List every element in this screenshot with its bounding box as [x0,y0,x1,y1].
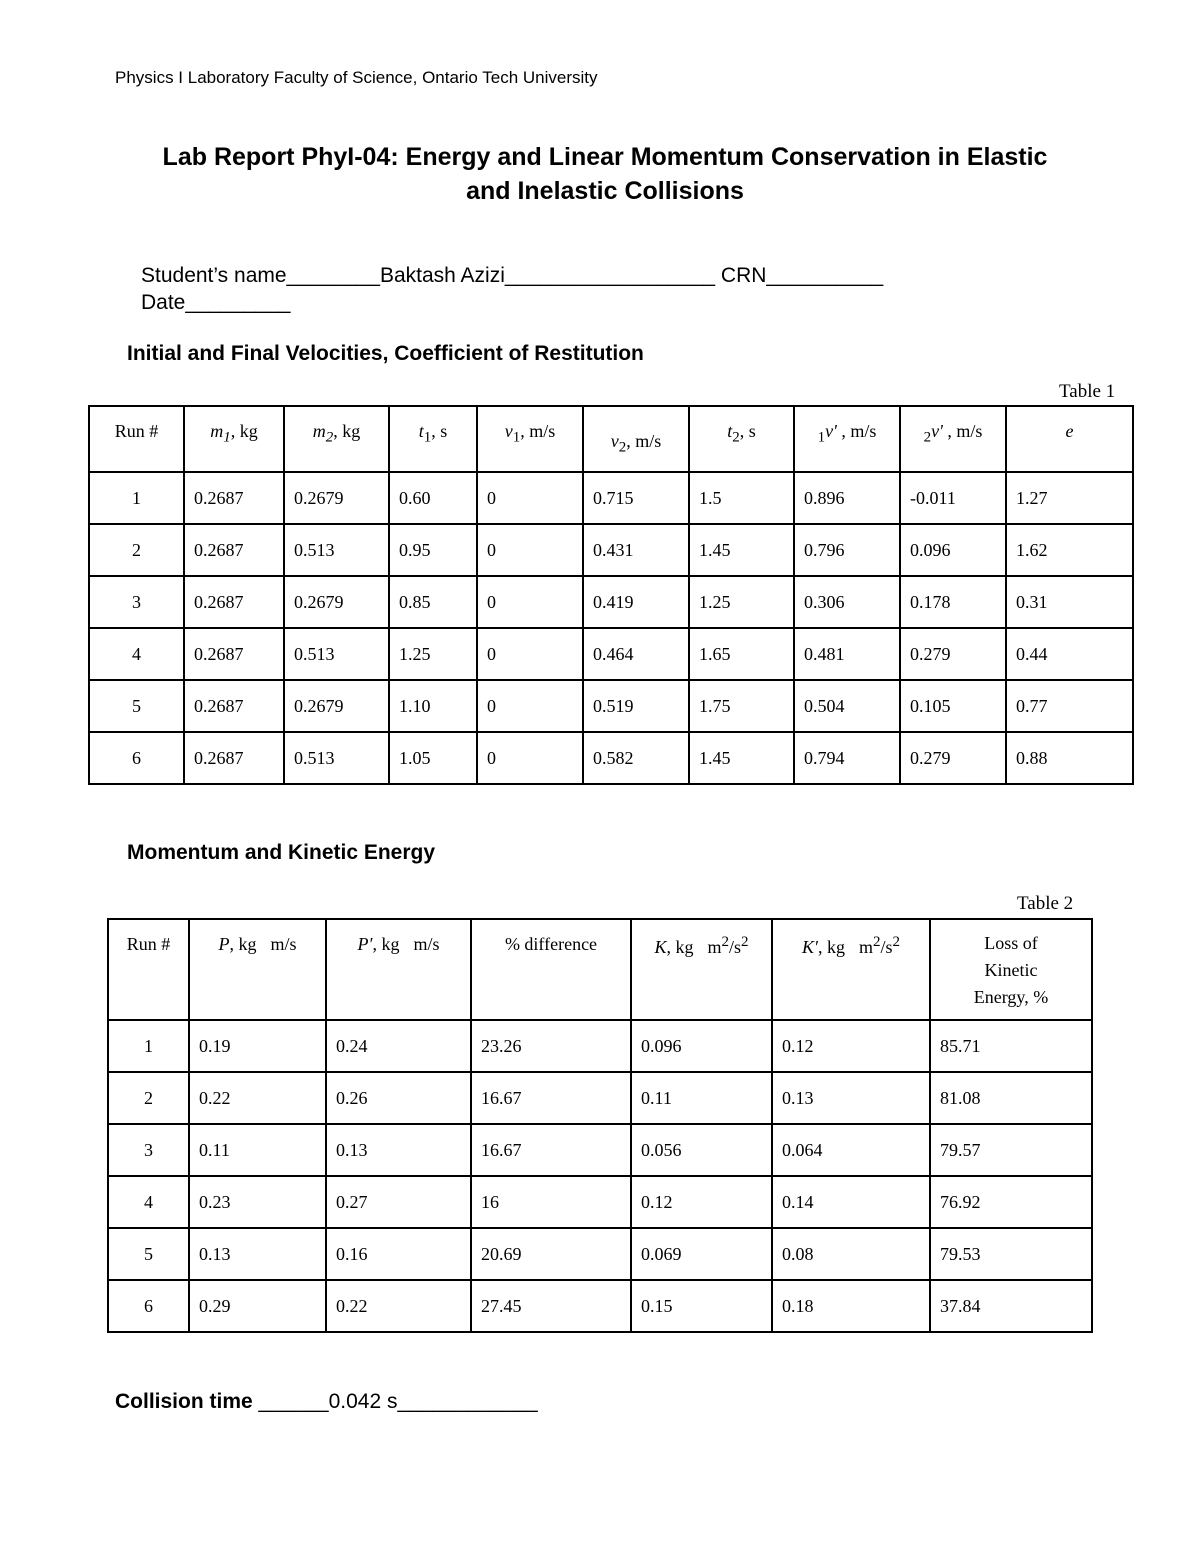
t2-cell: 0.26 [326,1072,471,1124]
t1-cell: 4 [89,628,184,680]
t1-cell: 0.85 [389,576,477,628]
t1-cell: 0.2679 [284,576,389,628]
t1-cell: 0.419 [583,576,689,628]
header-m2: $m_2$, kg [284,406,389,472]
t1-cell: 0.105 [900,680,1006,732]
t1-cell: 0.306 [794,576,900,628]
t1-cell: 1.65 [689,628,794,680]
t2-cell: 0.069 [631,1228,772,1280]
t1-cell: 0.44 [1006,628,1133,680]
t1-cell: 0.794 [794,732,900,784]
t1-cell: 0.2679 [284,680,389,732]
page-header: Physics I Laboratory Faculty of Science, Ontario Tech University [115,68,598,87]
t1-cell: 0.2679 [284,472,389,524]
header-v2: $v_2$, m/s [583,406,689,472]
t1-cell: 1.05 [389,732,477,784]
t2-cell: 0.056 [631,1124,772,1176]
t1-cell: 0.88 [1006,732,1133,784]
t1-cell: 0.096 [900,524,1006,576]
collision-time-value: ______0.042 s____________ [252,1390,538,1413]
t2-cell: 85.71 [930,1020,1092,1072]
section-title-velocities: Initial and Final Velocities, Coefficient of Restitution [127,342,644,365]
t1-cell: 0.2687 [184,628,284,680]
t1-cell: 0.513 [284,628,389,680]
t2-cell: 37.84 [930,1280,1092,1332]
t1-cell: 0.796 [794,524,900,576]
t1-cell: 0.715 [583,472,689,524]
t2-cell: 6 [108,1280,189,1332]
student-name-line: Student’s name________Baktash Azizi__________________ CRN__________ [141,264,884,287]
t2-cell: 0.096 [631,1020,772,1072]
t1-cell: 1.75 [689,680,794,732]
momentum-table [107,918,1093,1333]
t2-cell: 76.92 [930,1176,1092,1228]
header-v1-prime: $_1$v' , m/s [794,406,900,472]
table1-header-row [89,406,1133,472]
t1-cell: 0.60 [389,472,477,524]
t1-row [89,524,1133,576]
collision-time-line [115,1390,538,1414]
t1-cell: 0.2687 [184,524,284,576]
header-p-prime: P′ , kg m/s [326,919,471,1020]
t1-cell: 0.2687 [184,576,284,628]
t1-cell: 0.279 [900,628,1006,680]
velocities-table [88,405,1134,785]
t2-cell: 0.14 [772,1176,930,1228]
t1-cell: 0.77 [1006,680,1133,732]
report-title [100,140,1110,208]
t1-cell: 2 [89,524,184,576]
date-line: Date_________ [141,291,291,314]
title-line-1: Lab Report PhyI-04: Energy and Linear Momentum Conservation in Elastic [162,143,1048,171]
student-info [141,262,883,316]
t1-cell: 0 [477,472,583,524]
t1-cell: -0.011 [900,472,1006,524]
t2-cell: 0.11 [631,1072,772,1124]
table1-label: Table 1 [1059,381,1116,402]
t1-cell: 0.504 [794,680,900,732]
t1-cell: 0.2687 [184,680,284,732]
t2-row [108,1228,1092,1280]
t1-cell: 3 [89,576,184,628]
t2-cell: 79.53 [930,1228,1092,1280]
t2-cell: 23.26 [471,1020,631,1072]
t2-cell: 0.13 [189,1228,326,1280]
t2-cell: 79.57 [930,1124,1092,1176]
header-k: K , kg $m^2/s^2$ [631,919,772,1020]
t2-cell: 20.69 [471,1228,631,1280]
header-p: P , kg m/s [189,919,326,1020]
header-t2: $t_2$, s [689,406,794,472]
t1-cell: 5 [89,680,184,732]
t1-cell: 0 [477,628,583,680]
t1-cell: 0.2687 [184,472,284,524]
t2-cell: 2 [108,1072,189,1124]
t2-cell: 0.12 [631,1176,772,1228]
t2-row [108,1020,1092,1072]
table2-label: Table 2 [1017,893,1074,914]
t1-cell: 0 [477,680,583,732]
t2-cell: 3 [108,1124,189,1176]
t1-cell: 0 [477,732,583,784]
t2-cell: 0.24 [326,1020,471,1072]
t1-cell: 1 [89,472,184,524]
t1-cell: 0.896 [794,472,900,524]
t2-cell: 1 [108,1020,189,1072]
header-m1: $m_1$, kg [184,406,284,472]
t1-cell: 0.519 [583,680,689,732]
t1-row [89,628,1133,680]
header-percent-difference: % difference [471,919,631,1020]
t2-cell: 5 [108,1228,189,1280]
t1-cell: 1.25 [689,576,794,628]
collision-time-label: Collision time [115,1390,253,1413]
t2-cell: 81.08 [930,1072,1092,1124]
t2-row [108,1176,1092,1228]
header-v1: $v_1$, m/s [477,406,583,472]
header-run: Run # [89,406,184,472]
section-title-momentum: Momentum and Kinetic Energy [127,841,436,864]
t2-row [108,1280,1092,1332]
header-e: e [1006,406,1133,472]
t2-cell: 27.45 [471,1280,631,1332]
t1-cell: 6 [89,732,184,784]
t2-cell: 0.13 [326,1124,471,1176]
t2-row [108,1072,1092,1124]
t1-cell: 1.27 [1006,472,1133,524]
t1-cell: 0.582 [583,732,689,784]
t1-row [89,576,1133,628]
title-line-2: and Inelastic Collisions [466,177,744,205]
t1-cell: 0.31 [1006,576,1133,628]
t2-cell: 0.12 [772,1020,930,1072]
t2-cell: 0.064 [772,1124,930,1176]
header-v2-prime: $_2$v' , m/s [900,406,1006,472]
t1-row [89,472,1133,524]
t1-row [89,680,1133,732]
t2-cell: 0.18 [772,1280,930,1332]
t2-cell: 16 [471,1176,631,1228]
t1-row [89,732,1133,784]
header-run-2: Run # [108,919,189,1020]
t1-cell: 0.95 [389,524,477,576]
header-loss-kinetic-energy: Loss of Kinetic Energy, % [930,919,1092,1020]
t1-cell: 0.178 [900,576,1006,628]
header-t1: $t_1$, s [389,406,477,472]
header-k-prime: K′ , kg $m^2/s^2$ [772,919,930,1020]
t1-cell: 0 [477,524,583,576]
t1-cell: 0.481 [794,628,900,680]
t2-cell: 0.15 [631,1280,772,1332]
t2-cell: 0.11 [189,1124,326,1176]
table2-header-row [108,919,1092,1020]
t1-cell: 1.25 [389,628,477,680]
t2-cell: 0.16 [326,1228,471,1280]
t2-cell: 16.67 [471,1072,631,1124]
t1-cell: 0.431 [583,524,689,576]
t1-cell: 0.513 [284,524,389,576]
t2-cell: 0.13 [772,1072,930,1124]
t2-cell: 0.29 [189,1280,326,1332]
t1-cell: 1.5 [689,472,794,524]
t1-cell: 1.45 [689,732,794,784]
t2-cell: 0.27 [326,1176,471,1228]
t2-cell: 0.22 [326,1280,471,1332]
t2-cell: 16.67 [471,1124,631,1176]
t1-cell: 1.45 [689,524,794,576]
t2-row [108,1124,1092,1176]
t2-cell: 0.22 [189,1072,326,1124]
t1-cell: 0.279 [900,732,1006,784]
t1-cell: 0.464 [583,628,689,680]
t1-cell: 1.10 [389,680,477,732]
t1-cell: 0 [477,576,583,628]
t1-cell: 0.2687 [184,732,284,784]
t1-cell: 1.62 [1006,524,1133,576]
t1-cell: 0.513 [284,732,389,784]
t2-cell: 4 [108,1176,189,1228]
t2-cell: 0.08 [772,1228,930,1280]
t2-cell: 0.19 [189,1020,326,1072]
t2-cell: 0.23 [189,1176,326,1228]
